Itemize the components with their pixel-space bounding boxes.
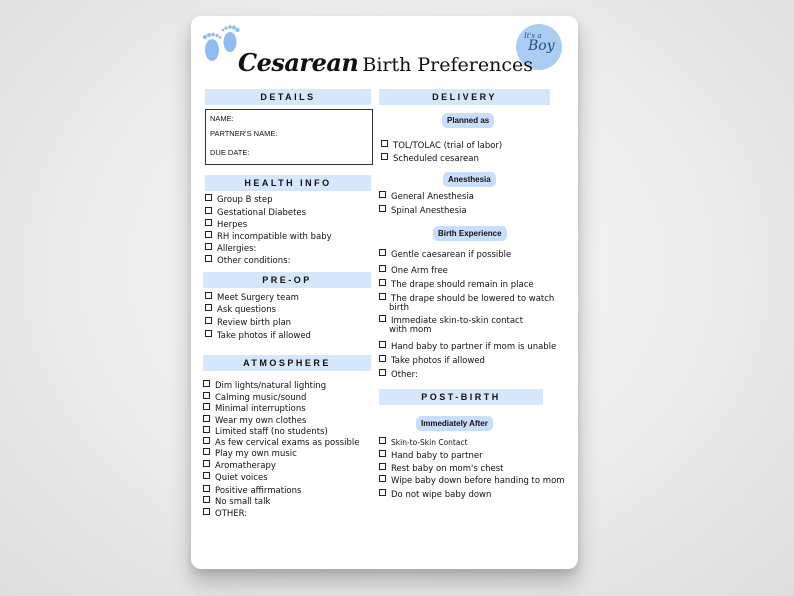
- immediately-after-label: Immediately After: [416, 416, 493, 431]
- badge-small-text: It's a: [524, 32, 542, 40]
- checklist-item-continuation: birth: [389, 303, 409, 313]
- checklist-item[interactable]: The drape should be lowered to watch: [379, 293, 554, 304]
- planned-as-label: Planned as: [442, 113, 494, 128]
- checkbox[interactable]: [379, 205, 386, 212]
- checkbox[interactable]: [379, 279, 386, 286]
- atmosphere-header: ATMOSPHERE: [203, 355, 371, 371]
- checklist-item[interactable]: Other conditions:: [205, 255, 290, 266]
- checkbox[interactable]: [379, 437, 386, 444]
- post-birth-header: POST-BIRTH: [379, 389, 543, 405]
- anesthesia-label: Anesthesia: [443, 172, 496, 187]
- checkbox[interactable]: [379, 489, 386, 496]
- checklist-item[interactable]: As few cervical exams as possible: [203, 437, 359, 448]
- checkbox[interactable]: [203, 496, 210, 503]
- checklist-item[interactable]: Ask questions: [205, 304, 276, 315]
- checklist-item[interactable]: No small talk: [203, 496, 270, 507]
- checklist-item[interactable]: General Anesthesia: [379, 191, 474, 202]
- checklist-item[interactable]: Group B step: [205, 194, 273, 205]
- page-title: [238, 48, 533, 77]
- checkbox[interactable]: [203, 485, 210, 492]
- checklist-item[interactable]: Dim lights/natural lighting: [203, 380, 326, 391]
- checklist-item[interactable]: Spinal Anesthesia: [379, 205, 467, 216]
- checkbox[interactable]: [379, 191, 386, 198]
- checklist-item[interactable]: Do not wipe baby down: [379, 489, 491, 500]
- checklist-item[interactable]: The drape should remain in place: [379, 279, 534, 290]
- checkbox[interactable]: [205, 243, 212, 250]
- due-date-field-label: DUE DATE:: [210, 148, 250, 157]
- baby-feet-icon: [199, 22, 243, 66]
- checklist-item[interactable]: Rest baby on mom's chest: [379, 463, 504, 474]
- checklist-item[interactable]: Scheduled cesarean: [381, 153, 479, 164]
- checkbox[interactable]: [379, 475, 386, 482]
- checklist-item[interactable]: Calming music/sound: [203, 392, 306, 403]
- checkbox[interactable]: [379, 249, 386, 256]
- checkbox[interactable]: [203, 472, 210, 479]
- checkbox[interactable]: [379, 341, 386, 348]
- checklist-item[interactable]: Play my own music: [203, 448, 297, 459]
- title-script: Cesarean: [238, 48, 359, 77]
- checkbox[interactable]: [205, 231, 212, 238]
- checkbox[interactable]: [205, 292, 212, 299]
- checklist-item[interactable]: Allergies:: [205, 243, 256, 254]
- checkbox[interactable]: [203, 448, 210, 455]
- checklist-item[interactable]: OTHER:: [203, 508, 247, 519]
- checklist-item[interactable]: TOL/TOLAC (trial of labor): [381, 140, 502, 151]
- checkbox[interactable]: [381, 153, 388, 160]
- name-field-label: NAME:: [210, 114, 234, 123]
- checkbox[interactable]: [203, 460, 210, 467]
- checklist-item-continuation: with mom: [389, 325, 432, 335]
- checklist-item[interactable]: Hand baby to partner if mom is unable: [379, 341, 556, 352]
- delivery-header: DELIVERY: [379, 89, 550, 105]
- checkbox[interactable]: [381, 140, 388, 147]
- checklist-item[interactable]: Review birth plan: [205, 317, 291, 328]
- checklist-item[interactable]: Aromatherapy: [203, 460, 276, 471]
- checklist-item[interactable]: Other:: [379, 369, 418, 380]
- checklist-item[interactable]: Skin-to-Skin Contact: [379, 437, 468, 448]
- birth-experience-label: Birth Experience: [433, 226, 507, 241]
- checkbox[interactable]: [203, 380, 210, 387]
- checklist-item[interactable]: RH incompatible with baby: [205, 231, 332, 242]
- checkbox[interactable]: [379, 463, 386, 470]
- checkbox[interactable]: [205, 219, 212, 226]
- checklist-item[interactable]: Meet Surgery team: [205, 292, 299, 303]
- checklist-item[interactable]: Hand baby to partner: [379, 450, 483, 461]
- checkbox[interactable]: [205, 330, 212, 337]
- checkbox[interactable]: [379, 315, 386, 322]
- checkbox[interactable]: [379, 293, 386, 300]
- badge-big-text: Boy: [528, 38, 555, 54]
- checklist-item[interactable]: Gentle caesarean if possible: [379, 249, 511, 260]
- checklist-item[interactable]: Wear my own clothes: [203, 415, 306, 426]
- checklist-item[interactable]: Immediate skin-to-skin contact: [379, 315, 523, 326]
- checklist-item[interactable]: Positive affirmations: [203, 485, 301, 496]
- checkbox[interactable]: [203, 392, 210, 399]
- health-info-header: HEALTH INFO: [205, 175, 371, 191]
- checklist-item[interactable]: Minimal interruptions: [203, 403, 306, 414]
- checkbox[interactable]: [379, 450, 386, 457]
- checklist-item[interactable]: Take photos if allowed: [205, 330, 311, 341]
- checklist-item[interactable]: Take photos if allowed: [379, 355, 485, 366]
- checkbox[interactable]: [205, 317, 212, 324]
- checklist-item[interactable]: Quiet voices: [203, 472, 268, 483]
- checkbox[interactable]: [203, 437, 210, 444]
- title-rest: Birth Preferences: [362, 54, 533, 76]
- checklist-item[interactable]: Herpes: [205, 219, 247, 230]
- partner-name-field-label: PARTNER'S NAME:: [210, 129, 278, 138]
- checkbox[interactable]: [203, 415, 210, 422]
- checkbox[interactable]: [205, 255, 212, 262]
- checkbox[interactable]: [203, 426, 210, 433]
- checkbox[interactable]: [379, 265, 386, 272]
- checklist-item[interactable]: One Arm free: [379, 265, 448, 276]
- checklist-item[interactable]: Limited staff (no students): [203, 426, 328, 437]
- checkbox[interactable]: [203, 403, 210, 410]
- checkbox[interactable]: [205, 207, 212, 214]
- details-header: DETAILS: [205, 89, 371, 105]
- pre-op-header: PRE-OP: [203, 272, 371, 288]
- checkbox[interactable]: [205, 194, 212, 201]
- checkbox[interactable]: [379, 369, 386, 376]
- checklist-item[interactable]: Wipe baby down before handing to mom: [379, 475, 565, 486]
- checkbox[interactable]: [203, 508, 210, 515]
- checklist-item[interactable]: Gestational Diabetes: [205, 207, 306, 218]
- checkbox[interactable]: [379, 355, 386, 362]
- checkbox[interactable]: [205, 304, 212, 311]
